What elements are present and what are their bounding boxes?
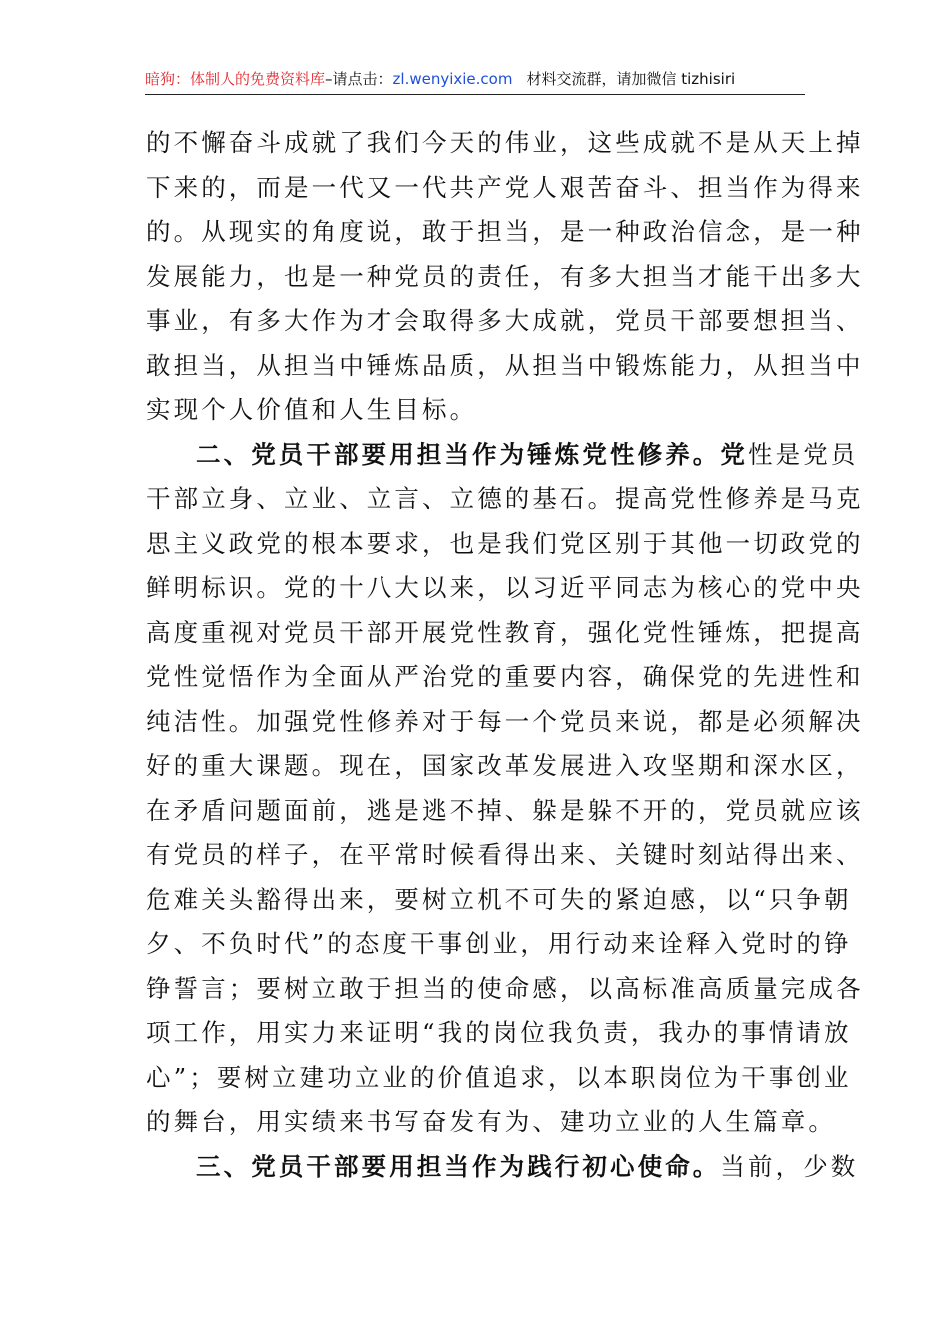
line-text: 在矛盾问题面前，逃是逃不掉、躲是躲不开的，党员就应该 <box>146 795 864 825</box>
line-text: 发展能力，也是一种党员的责任，有多大担当才能干出多大 <box>146 261 864 291</box>
line-text: 当前，少数 <box>720 1151 859 1181</box>
line-text: 纯洁性。加强党性修养对于每一个党员来说，都是必须解决 <box>146 706 864 736</box>
text-line <box>146 1100 836 1145</box>
text-line <box>146 744 864 789</box>
line-text: 有党员的样子，在平常时候看得出来、关键时刻站得出来、 <box>146 840 864 869</box>
text-line <box>146 611 864 656</box>
line-text: 性是党员 <box>748 439 859 469</box>
text-line <box>146 121 864 166</box>
line-text: 夕、不负时代”的态度干事创业，用行动来诠释入党时的铮 <box>146 929 852 958</box>
section-heading: 三、党员干部要用担当作为践行初心使命。 <box>196 1151 721 1181</box>
line-text: 项工作，用实力来证明“我的岗位我负责，我办的事情请放 <box>146 1018 852 1047</box>
section-heading-line <box>146 433 859 478</box>
line-text: 的不懈奋斗成就了我们今天的伟业，这些成就不是从天上掉 <box>146 128 864 157</box>
line-text: 的。从现实的角度说，敢于担当，是一种政治信念，是一种 <box>146 217 864 246</box>
line-text: 干部立身、立业、立言、立德的基石。提高党性修养是马克 <box>146 484 864 513</box>
text-line <box>146 388 808 433</box>
text-line <box>146 166 864 211</box>
header-link[interactable]: zl.wenyixie.com <box>392 70 513 88</box>
text-line <box>146 344 864 389</box>
line-text: 党性觉悟作为全面从严治党的重要内容，确保党的先进性和 <box>146 662 864 691</box>
text-line <box>146 878 852 923</box>
text-line <box>146 1011 852 1056</box>
line-text: 实现个人价值和人生目标。 <box>146 395 478 424</box>
text-line <box>146 789 864 834</box>
text-line <box>146 655 864 700</box>
text-line <box>146 967 864 1012</box>
document-body <box>146 121 864 1189</box>
header-wechat-note: 材料交流群，请加微信 tizhisiri <box>526 70 736 88</box>
section-heading: 二、党员干部要用担当作为锤炼党性修养。党 <box>196 439 748 469</box>
text-line <box>146 210 864 255</box>
line-text: 思主义政党的根本要求，也是我们党区别于其他一切政党的 <box>146 528 864 558</box>
text-line <box>146 922 852 967</box>
section-heading-line <box>146 1145 859 1190</box>
line-text: 高度重视对党员干部开展党性教育，强化党性锤炼，把提高 <box>146 617 864 647</box>
header-separator: –请点击： <box>325 70 393 88</box>
line-text: 下来的，而是一代又一代共产党人艰苦奋斗、担当作为得来 <box>146 172 864 202</box>
text-line <box>146 566 864 611</box>
line-text: 事业，有多大作为才会取得多大成就，党员干部要想担当、 <box>146 306 864 335</box>
page-header <box>145 64 805 95</box>
line-text: 鲜明标识。党的十八大以来，以习近平同志为核心的党中央 <box>146 573 864 602</box>
text-line <box>146 255 864 300</box>
text-line <box>146 1056 852 1101</box>
text-line <box>146 299 864 344</box>
line-text: 危难关头豁得出来，要树立机不可失的紧迫感，以“只争朝 <box>146 884 852 914</box>
header-brand: 暗狗：体制人的免费资料库 <box>145 70 326 88</box>
text-line <box>146 833 864 878</box>
line-text: 的舞台，用实绩来书写奋发有为、建功立业的人生篇章。 <box>146 1107 836 1136</box>
line-text: 心”；要树立建功立业的价值追求，以本职岗位为干事创业 <box>146 1062 852 1092</box>
text-line <box>146 700 864 745</box>
line-text: 铮誓言；要树立敢于担当的使命感，以高标准高质量完成各 <box>146 973 864 1003</box>
text-line <box>146 522 864 567</box>
line-text: 好的重大课题。现在，国家改革发展进入攻坚期和深水区， <box>146 751 864 780</box>
line-text: 敢担当，从担当中锤炼品质，从担当中锻炼能力，从担当中 <box>146 350 864 380</box>
text-line <box>146 477 864 522</box>
